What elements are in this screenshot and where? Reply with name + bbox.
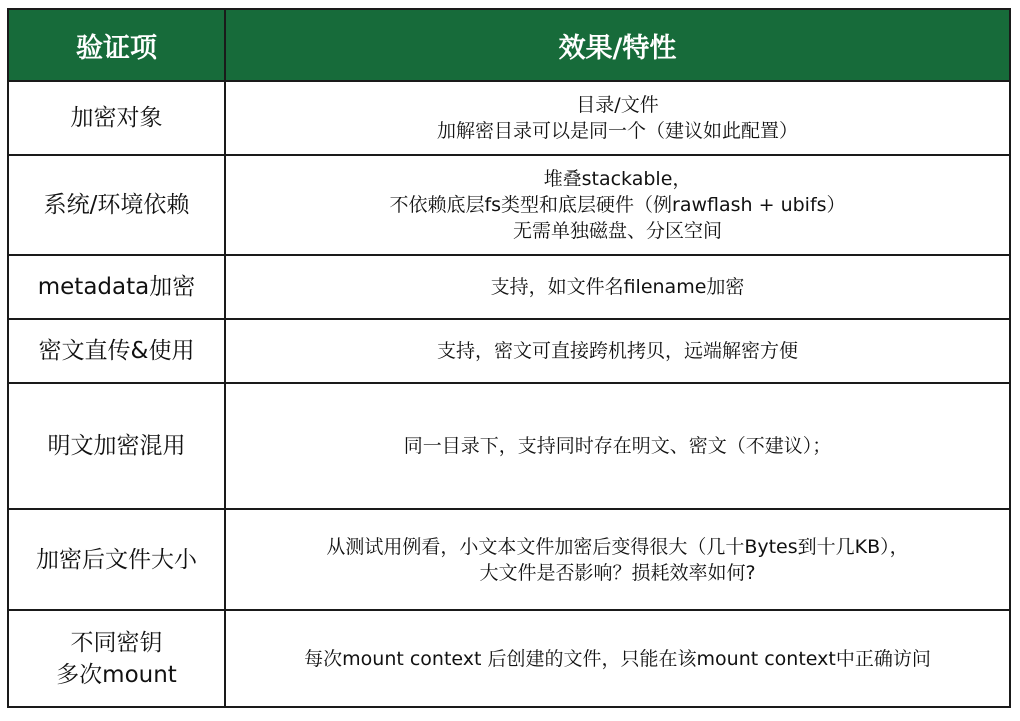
item-cell	[8, 610, 225, 707]
item-text: metadata加密	[37, 274, 196, 300]
effect-text: 同一目录下，支持同时存在明文、密文（不建议）；	[403, 435, 832, 457]
effect-cell	[225, 81, 1010, 155]
verification-table	[7, 8, 1011, 708]
effect-text: 堆叠stackable，	[543, 168, 692, 190]
item-text: 加密后文件大小	[36, 546, 197, 573]
effect-text: 每次mount context 后创建的文件，只能在该mount context中正确访问	[304, 647, 931, 670]
header-effect-feature: 效果/特性	[225, 9, 1010, 81]
table-row	[8, 509, 1010, 610]
item-text: 密文直传&使用	[38, 338, 195, 364]
item-cell	[8, 509, 225, 610]
effect-text: 从测试用例看，小文本文件加密后变得很大（几十Bytes到十几KB），	[326, 535, 909, 558]
effect-text: 不依赖底层fs类型和底层硬件（例rawflash + ubifs）	[389, 194, 846, 216]
item-text: 明文加密混用	[47, 433, 186, 459]
effect-cell	[225, 383, 1010, 509]
table-header-row	[8, 9, 1010, 81]
header-verification-item: 验证项	[8, 9, 225, 81]
table-row	[8, 319, 1010, 383]
effect-text: 目录/文件	[576, 94, 659, 116]
item-cell	[8, 155, 225, 255]
table-row	[8, 155, 1010, 255]
effect-cell	[225, 155, 1010, 255]
effect-cell	[225, 610, 1010, 707]
effect-cell	[225, 255, 1010, 319]
table-row	[8, 255, 1010, 319]
item-cell	[8, 319, 225, 383]
item-cell	[8, 383, 225, 509]
table-row	[8, 81, 1010, 155]
item-text: 加密对象	[70, 105, 163, 131]
table-row	[8, 383, 1010, 509]
effect-cell	[225, 319, 1010, 383]
effect-cell	[225, 509, 1010, 610]
effect-text: 无需单独磁盘、分区空间	[512, 220, 722, 242]
comparison-table-wrapper	[7, 8, 1011, 708]
item-text: 不同密钥	[70, 629, 163, 656]
item-text: 系统/环境依赖	[43, 192, 190, 218]
effect-text: 支持，密文可直接跨机拷贝，远端解密方便	[436, 340, 798, 362]
item-cell	[8, 255, 225, 319]
effect-text: 支持，如文件名filename加密	[490, 276, 745, 298]
effect-text: 大文件是否影响？损耗效率如何?	[479, 561, 756, 584]
effect-text: 加解密目录可以是同一个（建议如此配置）	[436, 120, 798, 142]
table-row	[8, 610, 1010, 707]
item-cell	[8, 81, 225, 155]
item-text: 多次mount	[56, 661, 177, 688]
